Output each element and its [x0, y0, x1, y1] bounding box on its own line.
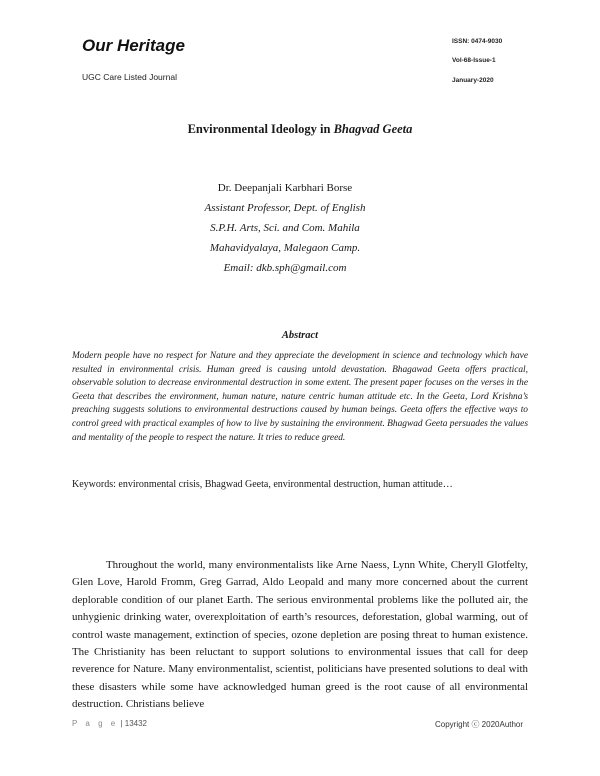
abstract-text: Modern people have no respect for Nature and they appreciate the development in science and technology which have resulted in environmental crisis. Human greed is causing untold devastation. Bhagawad Geeta offers practical, observable solution to decrease environmental destruction in some extent. The present paper focuses on the verses in the Geeta that describes the environment, human nature, nature centric human attitude etc. In the Geeta, Lord Krishna’s preaching suggests solutions to environmental destructions caused by human beings. Geeta offers the effective ways to control greed with practical examples of how to live by sustaining the environment. Bhagwad Geeta persuades the values and mentality of the people to respect the nature. It tries to reduce greed. — [72, 351, 528, 443]
keywords: Keywords: environmental crisis, Bhagwad Geeta, environmental destruction, human attitude… — [72, 479, 453, 490]
issn: ISSN: 0474-9030 — [452, 38, 503, 45]
issue-date: January-2020 — [452, 77, 494, 84]
author-affiliation-line: Assistant Professor, Dept. of English — [204, 202, 366, 214]
author-name: Dr. Deepanjali Karbhari Borse — [217, 182, 353, 194]
copyright: Copyright ⓒ 2020Author — [435, 720, 524, 729]
author-affiliation-line: Mahavidyalaya, Malegaon Camp. — [209, 242, 361, 254]
paper-title-main: Environmental Ideology in — [187, 122, 334, 136]
paper-title-italic: Bhagvad Geeta — [333, 122, 413, 136]
body-paragraph: Throughout the world, many environmentalists like Arne Naess, Lynn White, Cheryll Glotfelty, Glen Love, Harold Fromm, Greg Garrad, Aldo Leopald and many more concerned about the current deplorable condition of our planet Earth. The serious environmental problems like the polluted air, the unhygienic drinking water, overexploitation of earth’s resources, deforestation, global warming, out of control waste management, extinction of species, ozone depletion are posing threat to human existence. The Christianity has been reluctant to support solutions to environmental issues that call for deep reverence for Nature. Many environmentalist, scientist, politicians have presented solutions to deal with these disasters while some have acknowledged human greed is the root cause of all environmental destruction. Christians believe — [72, 559, 528, 711]
author-email: Email: dkb.sph@gmail.com — [223, 262, 347, 274]
page-footer-number — [72, 719, 147, 728]
page-number: | 13432 — [120, 719, 147, 728]
paper-title — [0, 122, 600, 137]
author-block — [0, 178, 570, 278]
journal-name: Our Heritage — [82, 36, 185, 55]
page-label: P a g e — [72, 719, 119, 728]
volume-issue: Vol-68-Issue-1 — [452, 57, 496, 64]
author-affiliation-line: S.P.H. Arts, Sci. and Com. Mahila — [210, 222, 360, 234]
abstract-heading: Abstract — [281, 330, 319, 341]
journal-subtitle: UGC Care Listed Journal — [82, 72, 177, 82]
